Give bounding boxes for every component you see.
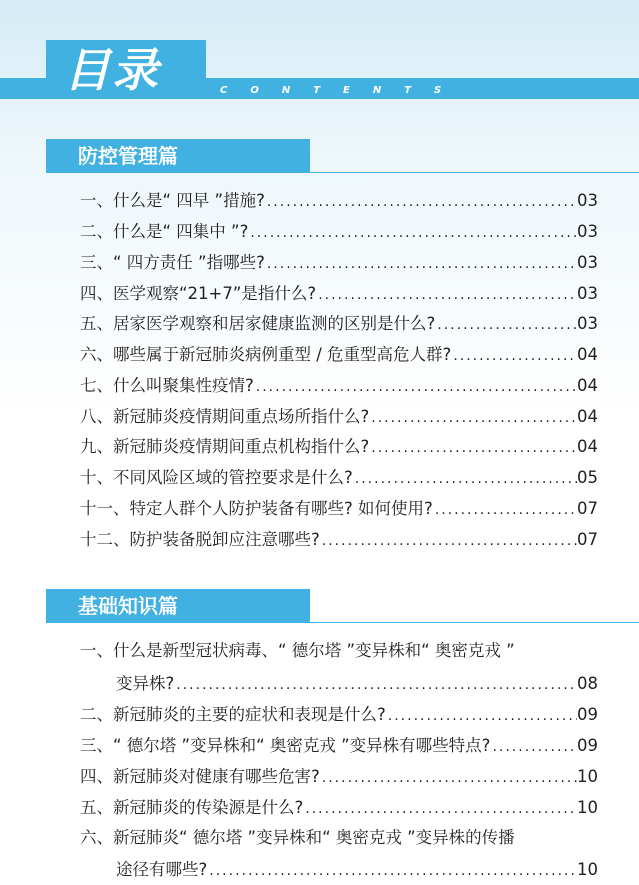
toc-item[interactable] xyxy=(80,527,598,553)
toc-item-title: 不同风险区域的管控要求是什么? xyxy=(113,468,353,487)
toc-item[interactable] xyxy=(80,281,598,307)
toc-item-page: 04 xyxy=(577,407,598,426)
toc-item-number: 十二、 xyxy=(80,530,130,549)
toc-leader-dots xyxy=(490,734,577,759)
toc-item-number: 五、 xyxy=(80,798,113,817)
toc-item[interactable] xyxy=(80,702,598,728)
toc-item-title-cont: 途径有哪些? xyxy=(116,860,208,879)
toc-item-number: 十一、 xyxy=(80,499,130,518)
toc-item[interactable] xyxy=(80,496,598,522)
toc-item-page: 03 xyxy=(577,191,598,210)
toc-item-page: 03 xyxy=(577,253,598,272)
toc-item-number: 三、 xyxy=(80,253,113,272)
toc-leader-dots xyxy=(433,497,577,522)
toc-item[interactable] xyxy=(80,311,598,337)
toc-item[interactable] xyxy=(80,465,598,491)
toc-leader-dots xyxy=(303,796,577,821)
toc-item-number: 四、 xyxy=(80,284,113,303)
toc-leader-dots xyxy=(320,765,577,790)
toc-item-page: 05 xyxy=(577,468,598,487)
toc-item-number: 四、 xyxy=(80,767,113,786)
toc-item-title: 医学观察“21+7”是指什么? xyxy=(113,284,317,303)
toc-item[interactable] xyxy=(80,404,598,430)
toc-item-page: 04 xyxy=(577,345,598,364)
toc-item-page: 07 xyxy=(577,530,598,549)
toc-item-page: 09 xyxy=(577,705,598,724)
toc-item-title: 特定人群个人防护装备有哪些? 如何使用? xyxy=(129,499,433,518)
toc-item-page: 10 xyxy=(577,798,598,817)
page-title: 目录 xyxy=(64,43,160,97)
toc-item-page: 03 xyxy=(577,314,598,333)
toc-leader-dots xyxy=(248,220,577,245)
toc-item-continuation[interactable] xyxy=(116,671,598,697)
toc-item-page: 10 xyxy=(577,767,598,786)
toc-item-number: 十、 xyxy=(80,468,113,487)
toc-item-title: 新冠肺炎对健康有哪些危害? xyxy=(113,767,320,786)
toc-item-page: 04 xyxy=(577,437,598,456)
toc-leader-dots xyxy=(320,528,577,553)
toc-leader-dots xyxy=(174,672,577,697)
toc-leader-dots xyxy=(353,466,577,491)
toc-item-title: 什么叫聚集性疫情? xyxy=(113,376,254,395)
toc-item-number: 一、 xyxy=(80,191,113,210)
toc-item-page: 04 xyxy=(577,376,598,395)
toc-item-title: 新冠肺炎疫情期间重点机构指什么? xyxy=(113,437,370,456)
toc-leader-dots xyxy=(369,405,577,430)
toc-item-title: 防护装备脱卸应注意哪些? xyxy=(129,530,320,549)
toc-leader-dots xyxy=(316,282,577,307)
toc-leader-dots xyxy=(207,858,577,883)
toc-leader-dots xyxy=(435,312,577,337)
toc-item[interactable] xyxy=(80,434,598,460)
toc-item-title: “ 德尔塔 ”变异株和“ 奥密克戎 ”变异株有哪些特点? xyxy=(113,736,491,755)
toc-item-number: 六、 xyxy=(80,828,113,847)
toc-item-title: 新冠肺炎的传染源是什么? xyxy=(113,798,304,817)
toc-item[interactable] xyxy=(80,825,598,851)
toc-leader-dots xyxy=(265,189,577,214)
toc-item-title: “ 四方责任 ”指哪些? xyxy=(113,253,265,272)
toc-item-number: 二、 xyxy=(80,222,113,241)
toc-item-title: 居家医学观察和居家健康监测的区别是什么? xyxy=(113,314,436,333)
toc-item[interactable] xyxy=(80,373,598,399)
toc-item-page: 09 xyxy=(577,736,598,755)
toc-item-page: 03 xyxy=(577,284,598,303)
toc-leader-dots xyxy=(265,251,577,276)
toc-item-number: 三、 xyxy=(80,736,113,755)
toc-item-title: 什么是新型冠状病毒、“ 德尔塔 ”变异株和“ 奥密克戎 ” xyxy=(113,641,515,660)
toc-item-page: 10 xyxy=(577,860,598,879)
toc-item-number: 七、 xyxy=(80,376,113,395)
toc-item-title: 新冠肺炎疫情期间重点场所指什么? xyxy=(113,407,370,426)
toc-item[interactable] xyxy=(80,188,598,214)
toc-item[interactable] xyxy=(80,795,598,821)
section-header-basics: 基础知识篇 xyxy=(46,589,310,623)
toc-item[interactable] xyxy=(80,638,598,664)
section-divider xyxy=(46,172,639,173)
page-subtitle: CONTENTS xyxy=(220,85,465,96)
section-divider xyxy=(46,622,639,623)
toc-item-page: 08 xyxy=(577,674,598,693)
toc-item-number: 一、 xyxy=(80,641,113,660)
toc-item-number: 五、 xyxy=(80,314,113,333)
toc-item-title: 新冠肺炎“ 德尔塔 ”变异株和“ 奥密克戎 ”变异株的传播 xyxy=(113,828,515,847)
toc-item[interactable] xyxy=(80,219,598,245)
toc-item[interactable] xyxy=(80,250,598,276)
toc-leader-dots xyxy=(386,703,577,728)
toc-item-number: 二、 xyxy=(80,705,113,724)
toc-item[interactable] xyxy=(80,733,598,759)
toc-leader-dots xyxy=(254,374,577,399)
toc-item-title: 什么是“ 四集中 ”? xyxy=(113,222,249,241)
toc-item-title-cont: 变异株? xyxy=(116,674,175,693)
toc-item-number: 八、 xyxy=(80,407,113,426)
toc-leader-dots xyxy=(451,343,577,368)
toc-item-number: 九、 xyxy=(80,437,113,456)
toc-item[interactable] xyxy=(80,342,598,368)
toc-leader-dots xyxy=(369,435,577,460)
toc-item-continuation[interactable] xyxy=(116,857,598,883)
toc-item-page: 03 xyxy=(577,222,598,241)
toc-item-page: 07 xyxy=(577,499,598,518)
toc-item-title: 新冠肺炎的主要的症状和表现是什么? xyxy=(113,705,386,724)
section-header-prevention: 防控管理篇 xyxy=(46,139,310,173)
toc-item-title: 什么是“ 四早 ”措施? xyxy=(113,191,265,210)
toc-item-number: 六、 xyxy=(80,345,113,364)
toc-item-title: 哪些属于新冠肺炎病例重型 / 危重型高危人群? xyxy=(113,345,452,364)
toc-item[interactable] xyxy=(80,764,598,790)
